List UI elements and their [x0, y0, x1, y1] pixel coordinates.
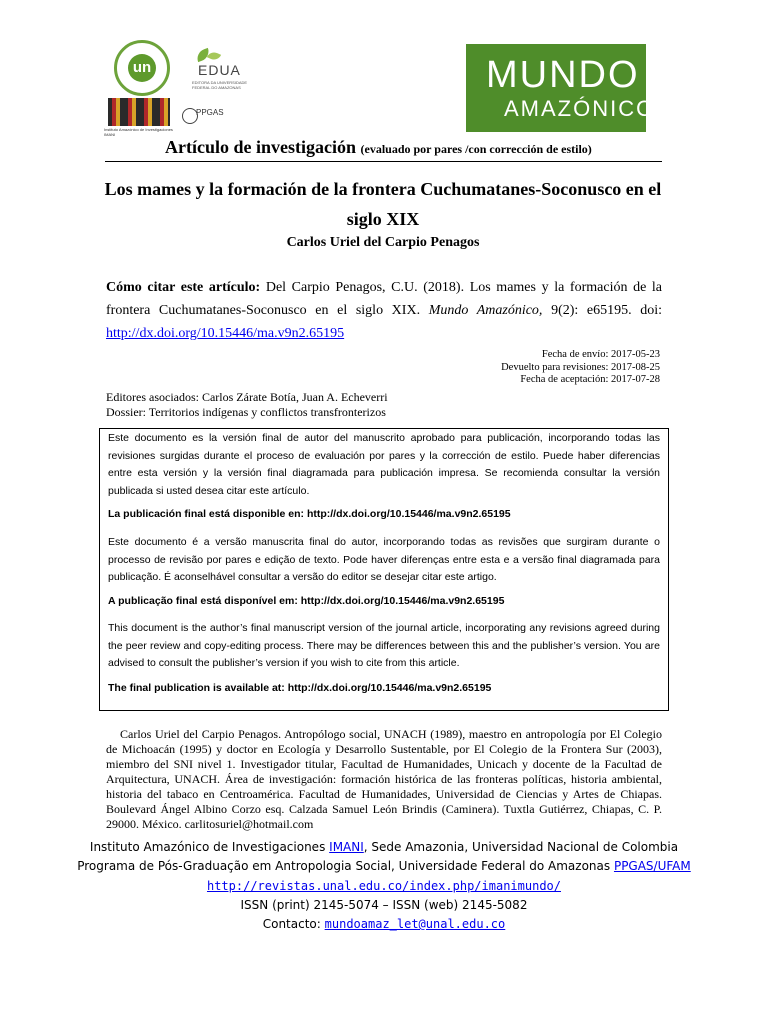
- journal-banner: [466, 44, 656, 132]
- citation-journal: Mundo Amazónico,: [428, 303, 543, 318]
- section-label: Artículo de investigación: [165, 137, 356, 157]
- ppgas-logo: [176, 104, 236, 130]
- notice-es-final: La publicación final está disponible en: http://dx.doi.org/10.15446/ma.v9n2.65195: [108, 508, 511, 520]
- ppgas-label: PPGAS: [196, 108, 224, 117]
- date-returned: Devuelto para revisiones: 2017-08-25: [501, 361, 660, 373]
- journal-name-line2: AMAZÓNICO: [504, 96, 656, 121]
- article-author: Carlos Uriel del Carpio Penagos: [286, 235, 480, 250]
- edua-name: EDUA: [198, 62, 241, 78]
- footer-ppgas-text: Programa de Pós-Graduação em Antropologia Social, Universidade Federal do Amazonas: [77, 859, 611, 873]
- section-note: (evaluado por pares /con corrección de estilo): [360, 142, 592, 156]
- footer-issn: ISSN (print) 2145-5074 – ISSN (web) 2145-5082: [240, 898, 528, 912]
- imani-link[interactable]: IMANI: [329, 840, 364, 854]
- journal-name-line1: MUNDO: [486, 54, 640, 96]
- un-logo: [114, 40, 170, 96]
- contact-label: Contacto:: [262, 917, 321, 931]
- footer-line-ppgas: [40, 859, 728, 873]
- submission-dates: [400, 349, 660, 387]
- footer-imani-after: , Sede Amazonia, Universidad Nacional de Colombia: [363, 840, 679, 854]
- citation: [106, 276, 662, 345]
- author-bio: Carlos Uriel del Carpio Penagos. Antropólogo social, UNACH (1989), maestro en antropología por El Colegio de Michoacán (1995) y doctor en Ecología y Desarrollo Sustentable, por El Colegio de la Frontera Sur (2003), miembro del SNI nivel 1. Investigador titular, Facultad de Humanidades, Unicach y docente de la Facultad de Arquitectura, UNACH. Área de investigación: formación histórica de las fronteras políticas, historia ambiental, historia del tabaco en Centroamérica. Facultad de Humanidades, Universidad de Ciencias y Artes de Chiapas. Boulevard Ángel Albino Corzo esq. Calzada Samuel León Brindis (Caminera). Tuxtla Gutiérrez, Chiapas, C. P. 29000. México. carlitosuriel@hotmail.com: [106, 727, 662, 831]
- footer-contact: [40, 917, 728, 931]
- version-notice-box: [99, 428, 669, 711]
- associate-editors: Editores asociados: Carlos Zárate Botía, Juan A. Echeverri: [106, 390, 388, 404]
- divider: [105, 161, 662, 162]
- notice-pt-final: A publicação final está disponível em: http://dx.doi.org/10.15446/ma.v9n2.65195: [108, 595, 505, 607]
- citation-label: Cómo citar este artículo:: [106, 280, 261, 295]
- date-accepted: Fecha de aceptación: 2017-07-28: [520, 374, 660, 385]
- un-logo-mark: un: [128, 54, 156, 82]
- imani-logo: [108, 98, 170, 126]
- dossier: Dossier: Territorios indígenas y conflictos transfronterizos: [106, 405, 386, 419]
- footer-url-line: [40, 879, 728, 893]
- citation-text-after: 9(2): e65195. doi:: [551, 303, 663, 318]
- notice-es: Este documento es la versión final de autor del manuscrito aprobado para publicación, incorporando todas las revisiones surgidas durante el proceso de evaluación por pares y la corrección de estilo. Puede haber diferencias entre esta versión y la versión final diagramada para publicación impresa. Se recomienda consultar la versión publicada si usted desea citar este artículo.: [108, 432, 660, 497]
- edua-logo: [176, 50, 248, 100]
- citation-doi-link[interactable]: http://dx.doi.org/10.15446/ma.v9n2.65195: [106, 326, 345, 341]
- footer-line-imani: [40, 840, 728, 854]
- footer-imani-text: Instituto Amazónico de Investigaciones: [89, 840, 326, 854]
- citation-text: Del Carpio Penagos, C.U. (2018). Los mames y la formación de la frontera Cuchumatanes-Soconusco en el siglo XIX.: [106, 280, 663, 318]
- section-heading: [165, 137, 592, 158]
- article-title: Los mames y la formación de la frontera Cuchumatanes-Soconusco en el siglo XIX: [104, 179, 662, 229]
- leaf-icon: [207, 50, 221, 62]
- journal-url-link[interactable]: http://revistas.unal.edu.co/index.php/imanimundo/: [206, 879, 561, 893]
- ppgas-link[interactable]: PPGAS/UFAM: [613, 859, 691, 873]
- notice-en-final: The final publication is available at: http://dx.doi.org/10.15446/ma.v9n2.65195: [108, 682, 492, 694]
- edua-subtitle: EDITORA DA UNIVERSIDADE FEDERAL DO AMAZONAS: [192, 80, 248, 90]
- editors: [106, 390, 388, 420]
- contact-email-link[interactable]: mundoamaz_let@unal.edu.co: [324, 917, 506, 931]
- imani-caption: Instituto Amazónico de Investigaciones IMANI: [104, 127, 173, 137]
- notice-en: This document is the author’s final manuscript version of the journal article, incorporating any revisions agreed during the peer review and copy-editing process. There may be differences between this and the publisher’s version. You are advised to consult the publisher’s version if you wish to cite from this article.: [108, 622, 660, 669]
- notice-pt: Este documento é a versão manuscrita final do autor, incorporando todas as revisões que surgiram durante o processo de revisão por pares e edição de texto. Pode haver diferenças entre esta e a versão final diagramada para publicação. É aconselhável consultar a versão do editor se desejar citar este artigo.: [108, 536, 660, 583]
- date-sent: Fecha de envío: 2017-05-23: [541, 349, 660, 360]
